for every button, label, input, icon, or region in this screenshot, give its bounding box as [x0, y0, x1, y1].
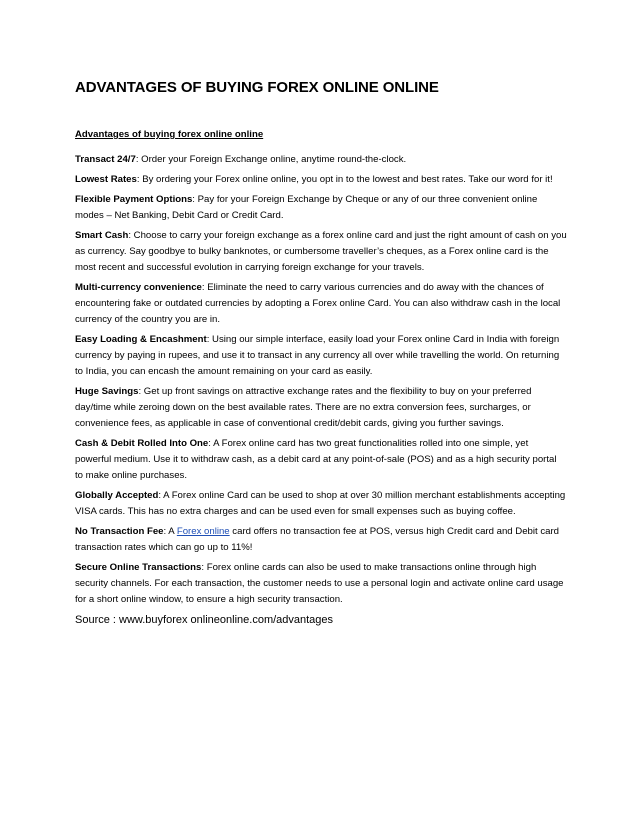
paragraph-huge-savings: [75, 384, 567, 432]
paragraph-smart-cash: [75, 228, 567, 276]
term-label: Globally Accepted: [75, 490, 159, 501]
paragraph-no-transaction-fee: [75, 524, 567, 556]
document-title: ADVANTAGES OF BUYING FOREX ONLINE ONLINE: [75, 79, 439, 96]
term-label: Transact 24/7: [75, 154, 136, 165]
paragraph-text: : Using our simple interface, easily load your Forex online Card in India with foreign currency by paying in rupees, and use it to transact in any currency all over while travelling the world. On returning to India, you can encash the amount remaining on your card as easily.: [75, 334, 560, 377]
term-label: Smart Cash: [75, 230, 129, 241]
paragraph-text: : Get up front savings on attractive exchange rates and the flexibility to buy on your preferred day/time while zeroing down on the best available rates. There are no extra conversion fees, surcharges, or convenience fees, as applicable in case of conventional credit/debit cards, giving you further savings.: [75, 386, 532, 429]
document-subtitle: Advantages of buying forex online online: [75, 129, 264, 140]
paragraph-text: : Choose to carry your foreign exchange as a forex online card and just the right amount of cash on you as currency. Say goodbye to bulky banknotes, or cumbersome traveller’s cheques, as a Forex online card is the most recent and successful evolution in carrying foreign exchange for your travels.: [75, 230, 567, 273]
paragraph-text: : Order your Foreign Exchange online, anytime round-the-clock.: [135, 154, 407, 165]
source-line: Source : www.buyforex onlineonline.com/advantages: [75, 614, 334, 626]
paragraph-lowest-rates: [75, 172, 567, 188]
term-label: Cash & Debit Rolled Into One: [75, 438, 209, 449]
paragraph-text: : By ordering your Forex online online, you opt in to the lowest and best rates. Take our word for it!: [136, 174, 553, 185]
paragraph-text: : Forex online cards can also be used to make transactions online through high security channels. For each transaction, the customer needs to use a personal login and activate online card usage for a short online window, to ensure a high security transaction.: [75, 562, 564, 605]
paragraph-transact: [75, 152, 567, 168]
term-label: Flexible Payment Options: [75, 194, 193, 205]
term-label: Huge Savings: [75, 386, 139, 397]
paragraph-secure-transactions: [75, 560, 567, 608]
paragraph-text: : A: [163, 526, 177, 537]
paragraph-easy-loading: [75, 332, 567, 380]
paragraph-globally-accepted: [75, 488, 567, 520]
forex-online-link[interactable]: Forex online: [176, 526, 230, 537]
paragraph-text: : A Forex online Card can be used to shop at over 30 million merchant establishments accepting VISA cards. This has no extra charges and can be used even for small expenses such as buying coffee.: [75, 490, 566, 517]
term-label: Multi-currency convenience: [75, 282, 202, 293]
term-label: Lowest Rates: [75, 174, 137, 185]
paragraph-multi-currency: [75, 280, 567, 328]
term-label: Secure Online Transactions: [75, 562, 202, 573]
term-label: No Transaction Fee: [75, 526, 164, 537]
paragraph-text: : Pay for your Foreign Exchange by Cheque or any of our three convenient online modes – Net Banking, Debit Card or Credit Card.: [75, 194, 538, 221]
paragraph-cash-debit: [75, 436, 567, 484]
paragraph-text: : Eliminate the need to carry various currencies and do away with the chances of encountering fake or outdated currencies by adopting a Forex online Card. You can also withdraw cash in the local currency of the country you are in.: [75, 282, 561, 325]
paragraph-flexible-payment: [75, 192, 567, 224]
paragraph-text: : A Forex online card has two great functionalities rolled into one simple, yet powerful medium. Use it to withdraw cash, as a debit card at any point-of-sale (POS) and as a high security portal to make online purchases.: [75, 438, 557, 481]
term-label: Easy Loading & Encashment: [75, 334, 207, 345]
paragraph-text: card offers no transaction fee at POS, versus high Credit card and Debit card transaction rates which can go up to 11%!: [75, 526, 560, 553]
document-page: [75, 78, 567, 628]
